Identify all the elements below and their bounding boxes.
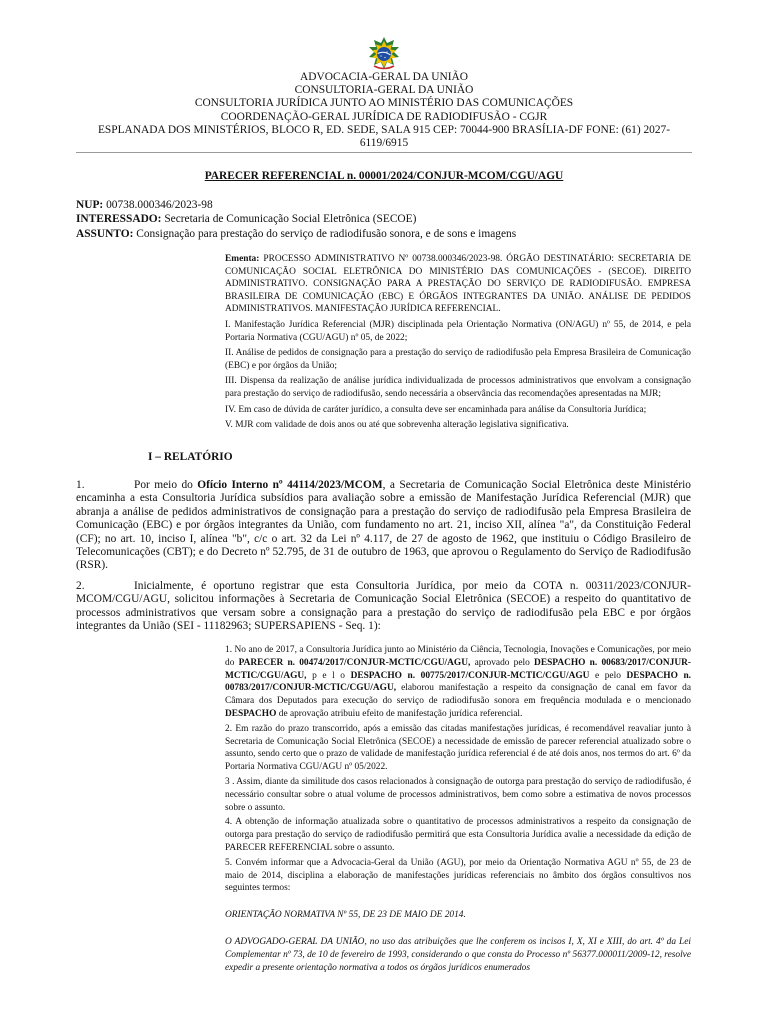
oficio-reference: Ofício Interno nº 44114/2023/MCOM: [197, 479, 383, 491]
meta-assunto: ASSUNTO: Consignação para prestação do serviço de radiodifusão sonora, e de sons e imagens: [76, 227, 517, 240]
letterhead-line-conjur: CONSULTORIA JURÍDICA JUNTO AO MINISTÉRIO DAS COMUNICAÇÕES: [194, 97, 574, 110]
letterhead: [76, 71, 692, 150]
letterhead-line-agency: ADVOCACIA-GERAL DA UNIÃO: [300, 71, 468, 83]
ementa-item: III. Dispensa da realização de análise jurídica individualizada de processos administrativos que envolvam a consignação para prestação do serviço de radiodifusão, sendo necessária a observância das recomendações apresentadas na MJR;: [225, 376, 691, 399]
paragraph-1: 1. Por meio do Ofício Interno nº 44114/2023/MCOM, a Secretaria de Comunicação Social Eletrônica deste Ministério encaminha a esta Consultoria Jurídica subsídios para avaliação sobre a emissão de Manifestação Jurídica Referencial (MJR) que abranja a análise de pedidos administrativos de consignação para a prestação do serviço de radiodifusão pela Empresa Brasileira de Comunicação (EBC) e por órgãos integrantes da União, com fundamento no art. 21, inciso XII, alínea "a", da Constituição Federal (CF); no art. 10, inciso I, alínea "b", c/c o art. 32 da Lei nº 4.117, de 27 de agosto de 1962, que instituiu o Código Brasileiro de Telecomunicações (CBT); e do Decreto nº 52.795, de 31 de outubro de 1963, que aprovou o Regulamento do Serviço de Radiodifusão (RSR).: [76, 479, 691, 572]
meta-interessado: INTERESSADO: Secretaria de Comunicação Social Eletrônica (SECOE): [76, 213, 417, 226]
ementa-block: [225, 253, 691, 435]
ementa-item: I. Manifestação Jurídica Referencial (MJR) disciplinada pela Orientação Normativa (ON/AGU) nº 55, de 2014, e pela Portaria Normativa (CGU/AGU) nº 05, de 2022;: [225, 319, 691, 343]
quote-item-1: 1. No ano de 2017, a Consultoria Jurídica junto ao Ministério da Ciência, Tecnologia, Inovações e Comunicações, por meio do PARECER n. 00474/2017/CONJUR-MCTIC/CGU/AGU, aprovado pelo DESPACHO n. 00683/2017/CONJUR-MCTIC/CGU/AGU, p e l o DESPACHO n. 00775/2017/CONJUR-MCTIC/CGU/AGU e pelo DESPACHO n. 00783/2017/CONJUR-MCTIC/CGU/AGU, elaborou manifestação a respeito da consignação de canal em favor da Câmara dos Deputados para execução do serviço de radiodifusão sonora em frequência modulada e o mencionado DESPACHO de aprovação atribuiu efeito de manifestação jurídica referencial.: [225, 645, 692, 719]
paragraph-2: 2. Inicialmente, é oportuno registrar que esta Consultoria Jurídica, por meio da COTA n. 00311/2023/CONJUR-MCOM/CGU/AGU, solicitou informações à Secretaria de Comunicação Social Eletrônica (SECOE) a respeito do quantitativo de processos administrativos que versam sobre a consignação para a prestação do serviço de radiodifusão pela EBC e por órgãos integrantes da União (SEI - 11182963; SUPERSAPIENS - Seq. 1):: [76, 580, 691, 633]
ementa-item: II. Análise de pedidos de consignação para a prestação do serviço de radiodifusão pela Empresa Brasileira de Comunicação (EBC) e por órgãos da União;: [225, 348, 691, 371]
letterhead-line-consultoria-geral: CONSULTORIA-GERAL DA UNIÃO: [294, 84, 474, 97]
orientacao-title: ORIENTAÇÃO NORMATIVA Nº 55, DE 23 DE MAIO DE 2014.: [225, 910, 466, 921]
document-metadata: [76, 198, 516, 241]
coat-of-arms-seal-icon: [366, 36, 402, 72]
letterhead-line-coordenacao: COORDENAÇÃO-GERAL JURÍDICA DE RADIODIFUSÃO - CGJR: [220, 110, 548, 123]
header-divider: [76, 152, 692, 153]
section-heading-relatorio: I – RELATÓRIO: [148, 451, 233, 463]
letterhead-line-address: ESPLANADA DOS MINISTÉRIOS, BLOCO R, ED. SEDE, SALA 915 CEP: 70044-900 BRASÍLIA-DF FONE: (61) 2027-6119/6915: [97, 123, 671, 150]
ementa-item: IV. Em caso de dúvida de caráter jurídico, a consulta deve ser encaminhada para análise da Consultoria Jurídica;: [225, 404, 647, 415]
paragraph-number: 2.: [76, 580, 85, 592]
orientacao-text: O ADVOGADO-GERAL DA UNIÃO, no uso das atribuições que lhe conferem os incisos I, X, XI e XIII, do art. 4º da Lei Complementar nº 73, de 10 de fevereiro de 1993, considerando o que consta do Processo nº 56377.000011/2009-12, resolve expedir a presente orientação normativa a todos os órgãos jurídicos enumerados: [225, 936, 691, 973]
ementa-item: V. MJR com validade de dois anos ou até que sobrevenha alteração legislativa significativa.: [225, 420, 569, 431]
paragraph-number: 1.: [76, 479, 85, 491]
meta-nup: NUP: 00738.000346/2023-98: [76, 199, 213, 211]
quote-item-3: 3 . Assim, diante da similitude dos casos relacionados à consignação de outorga para prestação do serviço de radiodifusão, é necessário consultar sobre o atual volume de processos administrativos, bem como sobre a estimativa de novos processos sobre o assunto.: [225, 776, 691, 813]
document-title: PARECER REFERENCIAL n. 00001/2024/CONJUR-MCOM/CGU/AGU: [204, 170, 564, 182]
quote-item-4: 4. A obtenção de informação atualizada sobre o quantitativo de processos administrativos a respeito da consignação de outorga para prestação do serviço de radiodifusão permitirá que esta Consultoria Jurídica avalie a necessidade da edição de PARECER REFERENCIAL sobre o assunto.: [225, 817, 691, 853]
ementa-summary: Ementa: PROCESSO ADMINISTRATIVO Nº 00738.000346/2023-98. ÓRGÃO DESTINATÁRIO: SECRETARIA DE COMUNICAÇÃO SOCIAL ELETRÔNICA DO MINISTÉRIO DAS COMUNICAÇÕES - (SECOE). DIREITO ADMINISTRATIVO. CONSIGNAÇÃO PARA A PRESTAÇÃO DO SERVIÇO DE RADIODIFUSÃO. EMPRESA BRASILEIRA DE COMUNICAÇÃO (EBC) E ÓRGÃOS INTEGRANTES DA UNIÃO. ANÁLISE DE PEDIDOS ADMINISTRATIVOS. MANIFESTAÇÃO JURÍDICA REFERENCIAL.: [225, 254, 692, 315]
quote-item-5: 5. Convém informar que a Advocacia-Geral da União (AGU), por meio da Orientação Normativa AGU nº 55, de 23 de maio de 2014, disciplina a elaboração de manifestações jurídicas referenciais no âmbito dos órgãos consultivos nos seguintes termos:: [225, 857, 691, 894]
quote-item-2: 2. Em razão do prazo transcorrido, após a emissão das citadas manifestações jurídicas, é recomendável reavaliar junto à Secretaria de Comunicação Social Eletrônica (SECOE) a necessidade de emissão de parecer referencial atualizado sobre o assunto, sendo certo que o prazo de validade de manifestação jurídica referencial é de até dois anos, nos termos do art. 6º da Portaria Normativa CGU/AGU nº 05/2022.: [225, 723, 691, 773]
quoted-block: [225, 644, 691, 976]
